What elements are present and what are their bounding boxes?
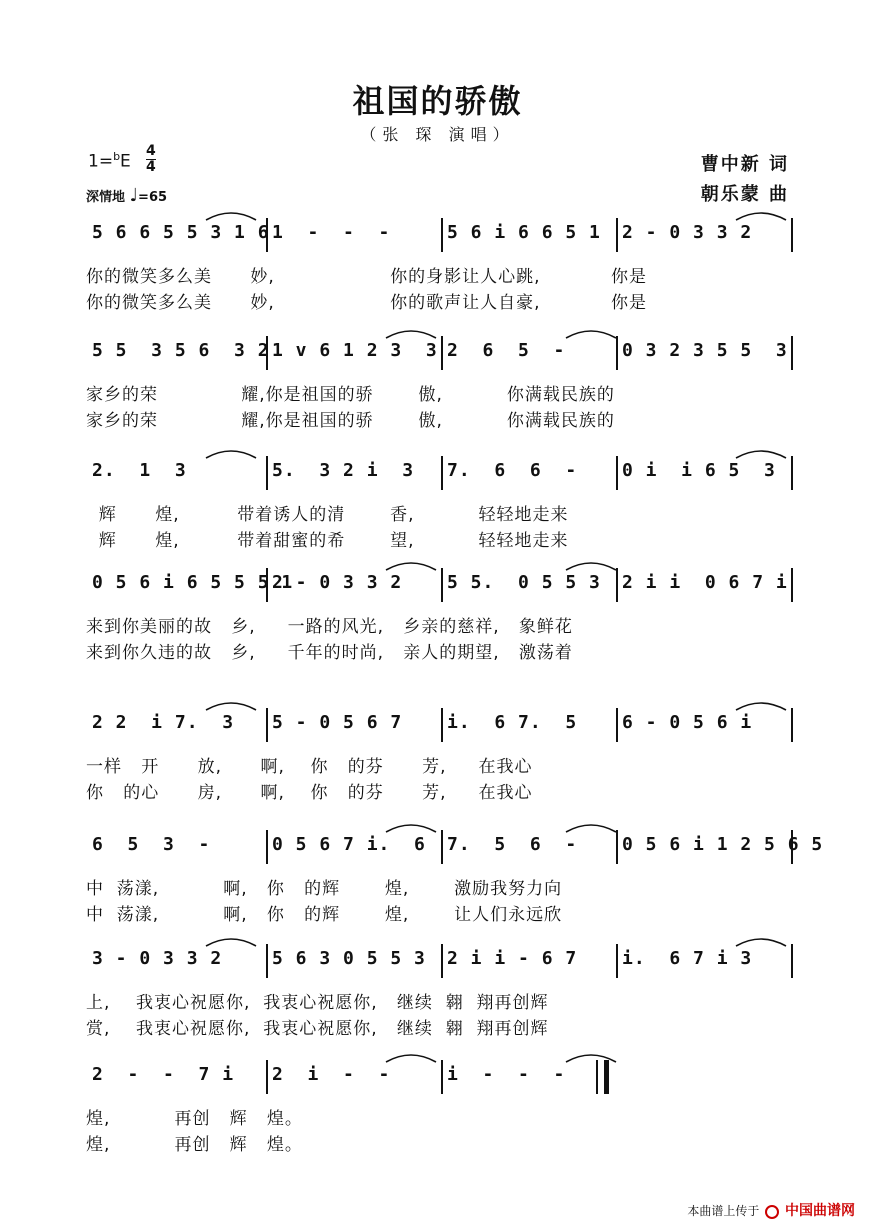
slur-group bbox=[86, 568, 796, 604]
footer-text: 本曲谱上传于 bbox=[687, 1204, 760, 1218]
measure: i. 6 7. 5 bbox=[447, 712, 578, 733]
measure: 0 5 6 i 6 5 5 5 1 bbox=[92, 572, 294, 593]
slur-arc bbox=[736, 451, 786, 458]
key-note: E bbox=[120, 151, 131, 172]
measure: 2. 1 3 bbox=[92, 460, 187, 481]
tempo-bpm: =65 bbox=[138, 190, 168, 205]
lyric-line: 你的微笑多么美 妙, 你的歌声让人自豪, 你是 bbox=[86, 293, 647, 313]
lyric-line: 辉 煌, 带着诱人的清 香, 轻轻地走来 bbox=[86, 505, 569, 525]
measure: 6 5 3 - bbox=[92, 834, 211, 855]
notes-row bbox=[86, 336, 796, 372]
measure: 2 i i 0 6 7 i bbox=[622, 572, 788, 593]
site-logo-icon bbox=[765, 1205, 779, 1219]
lyricist-credit: 曹中新 词 bbox=[700, 154, 789, 175]
lyric-line: 中 荡漾, 啊, 你 的辉 煌, 让人们永远欣 bbox=[86, 905, 563, 925]
lyric-line: 家乡的荣 耀,你是祖国的骄 傲, 你满载民族的 bbox=[86, 411, 615, 431]
measure: 0 i i 6 5 3 bbox=[622, 460, 776, 481]
slur-arc bbox=[206, 451, 256, 458]
key-prefix: 1= bbox=[88, 151, 114, 172]
slur-group bbox=[86, 456, 796, 492]
measure: 2 - 0 3 3 2 bbox=[272, 572, 403, 593]
slur-arc bbox=[206, 703, 256, 710]
slur-arc bbox=[736, 703, 786, 710]
measure: 5 5 3 5 6 3 2 bbox=[92, 340, 270, 361]
lyric-line: 煌, 再创 辉 煌。 bbox=[86, 1109, 303, 1129]
measure: 5 6 6 5 5 3 1 6 bbox=[92, 222, 270, 243]
slur-arc bbox=[386, 825, 436, 832]
lyric-line: 辉 煌, 带着甜蜜的希 望, 轻轻地走来 bbox=[86, 531, 569, 551]
notes-row bbox=[86, 456, 796, 492]
slur-group bbox=[86, 1060, 796, 1096]
measure: 2 i - - bbox=[272, 1064, 391, 1085]
measure: 5 6 3 0 5 5 3 bbox=[272, 948, 426, 969]
slur-group bbox=[86, 336, 796, 372]
lyric-line: 来到你久违的故 乡, 千年的时尚, 亲人的期望, 激荡着 bbox=[86, 643, 573, 663]
measure: 0 5 6 7 i. 6 bbox=[272, 834, 426, 855]
measure: 6 - 0 5 6 i bbox=[622, 712, 753, 733]
slur-arc bbox=[736, 939, 786, 946]
slur-arc bbox=[736, 213, 786, 220]
composer-credit: 朝乐蒙 曲 bbox=[700, 184, 789, 205]
measure: 2 2 i 7. 3 bbox=[92, 712, 235, 733]
flat-sign: b bbox=[113, 150, 121, 163]
slur-arc bbox=[566, 825, 616, 832]
quarter-note-icon: ♩ bbox=[129, 185, 139, 206]
measure: 5 - 0 5 6 7 bbox=[272, 712, 403, 733]
notes-row bbox=[86, 708, 796, 744]
slur-arc bbox=[206, 213, 256, 220]
measure: 7. 6 6 - bbox=[447, 460, 578, 481]
measure: 2 i i - 6 7 bbox=[447, 948, 578, 969]
notes-row bbox=[86, 568, 796, 604]
time-top: 4 bbox=[146, 143, 156, 159]
measure: 5. 3 2 i 3 bbox=[272, 460, 415, 481]
lyric-line: 来到你美丽的故 乡, 一路的风光, 乡亲的慈祥, 象鲜花 bbox=[86, 617, 573, 637]
lyric-line: 上, 我衷心祝愿你, 我衷心祝愿你, 继续 翱 翔再创辉 bbox=[86, 993, 549, 1013]
notes-row bbox=[86, 944, 796, 980]
slur-group bbox=[86, 944, 796, 980]
lyric-line: 中 荡漾, 啊, 你 的辉 煌, 激励我努力向 bbox=[86, 879, 563, 899]
lyric-line: 你 的心 房, 啊, 你 的芬 芳, 在我心 bbox=[86, 783, 533, 803]
slur-arc bbox=[206, 939, 256, 946]
notes-row bbox=[86, 830, 824, 866]
page-title: 祖国的骄傲 bbox=[352, 82, 523, 120]
slur-arc bbox=[386, 563, 436, 570]
measure: i. 6 7 i 3 bbox=[622, 948, 753, 969]
slur-arc bbox=[566, 1055, 616, 1062]
notes-row bbox=[86, 218, 796, 254]
lyric-line: 一样 开 放, 啊, 你 的芬 芳, 在我心 bbox=[86, 757, 533, 777]
subtitle: （张 琛 演唱） bbox=[360, 125, 515, 144]
slur-group bbox=[86, 708, 796, 744]
lyric-line: 煌, 再创 辉 煌。 bbox=[86, 1135, 303, 1155]
measure: 2 - - 7 i bbox=[92, 1064, 235, 1085]
tempo-word: 深情地 bbox=[86, 190, 126, 205]
measure: 2 6 5 - bbox=[447, 340, 566, 361]
footer-brand: 中国曲谱网 bbox=[785, 1203, 855, 1219]
measure: i - - - bbox=[447, 1064, 566, 1085]
slur-group bbox=[86, 830, 796, 866]
lyric-line: 家乡的荣 耀,你是祖国的骄 傲, 你满载民族的 bbox=[86, 385, 615, 405]
slur-arc bbox=[566, 563, 616, 570]
time-signature bbox=[146, 144, 156, 175]
measure: 1 v 6 1 2 3 3 bbox=[272, 340, 438, 361]
measure: 5 6 i 6 6 5 1 bbox=[447, 222, 601, 243]
measure: 1 - - - bbox=[272, 222, 391, 243]
slur-group bbox=[86, 218, 796, 254]
slur-arc bbox=[386, 331, 436, 338]
measure: 5 5. 0 5 5 3 bbox=[447, 572, 601, 593]
footer bbox=[687, 1200, 855, 1220]
lyric-line: 赏, 我衷心祝愿你, 我衷心祝愿你, 继续 翱 翔再创辉 bbox=[86, 1019, 549, 1039]
measure: 7. 5 6 - bbox=[447, 834, 578, 855]
key-signature bbox=[88, 150, 131, 172]
notes-row bbox=[86, 1060, 796, 1096]
time-bottom: 4 bbox=[146, 159, 156, 175]
measure: 0 3 2 3 5 5 3 bbox=[622, 340, 788, 361]
measure: 0 5 6 i 1 2 5 6 5 bbox=[622, 834, 824, 855]
slur-arc bbox=[566, 331, 616, 338]
measure: 3 - 0 3 3 2 bbox=[92, 948, 223, 969]
tempo-marking bbox=[86, 185, 167, 206]
measure: 2 - 0 3 3 2 bbox=[622, 222, 753, 243]
lyric-line: 你的微笑多么美 妙, 你的身影让人心跳, 你是 bbox=[86, 267, 647, 287]
slur-arc bbox=[386, 1055, 436, 1062]
